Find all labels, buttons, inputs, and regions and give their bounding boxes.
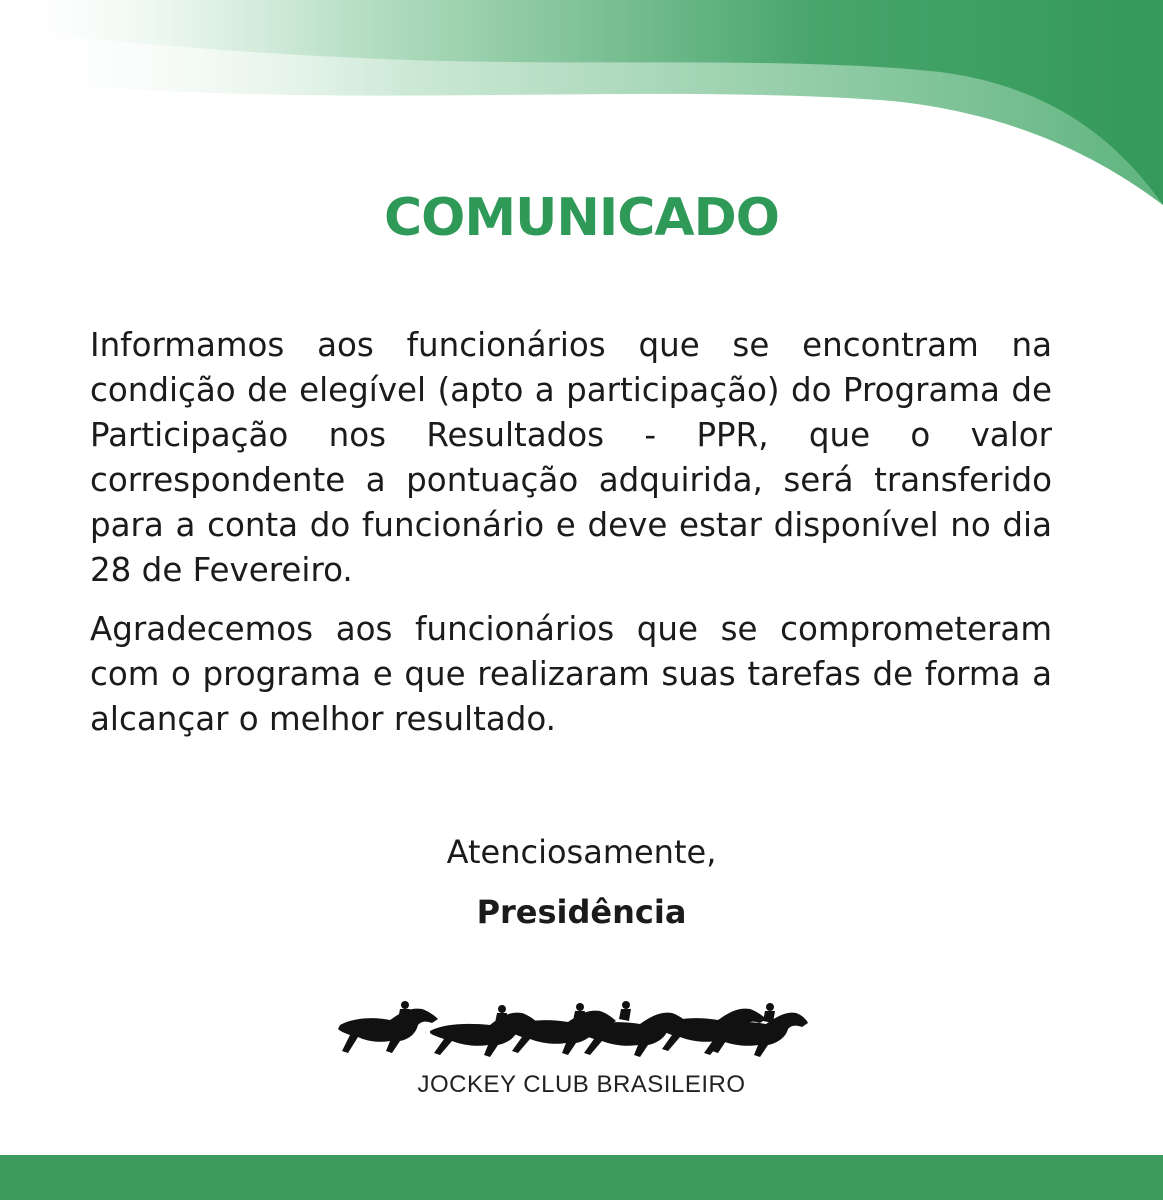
closing-salutation: Atenciosamente, xyxy=(446,833,717,871)
logo-text: JOCKEY CLUB BRASILEIRO xyxy=(417,1071,746,1098)
signature: Presidência xyxy=(476,893,687,931)
page-title: COMUNICADO xyxy=(384,188,779,248)
footer-bar xyxy=(0,1155,1163,1200)
thanks-paragraph: Agradecemos aos funcionários que se comprometeram com o programa e que realizaram suas tarefas de forma a alcançar o melhor resultado. xyxy=(90,610,1052,738)
header-wave-decoration xyxy=(0,0,1163,215)
announcement-paragraph: Informamos aos funcionários que se encontram na condição de elegível (apto a participação) do Programa de Participação nos Resultados - PPR, que o valor correspondente a pontuação adquirida, será transferido para a conta do funcionário e deve estar disponível no dia 28 de Fevereiro. xyxy=(90,326,1052,589)
announcement-body xyxy=(90,323,1052,742)
racing-horses-icon xyxy=(330,995,810,1065)
